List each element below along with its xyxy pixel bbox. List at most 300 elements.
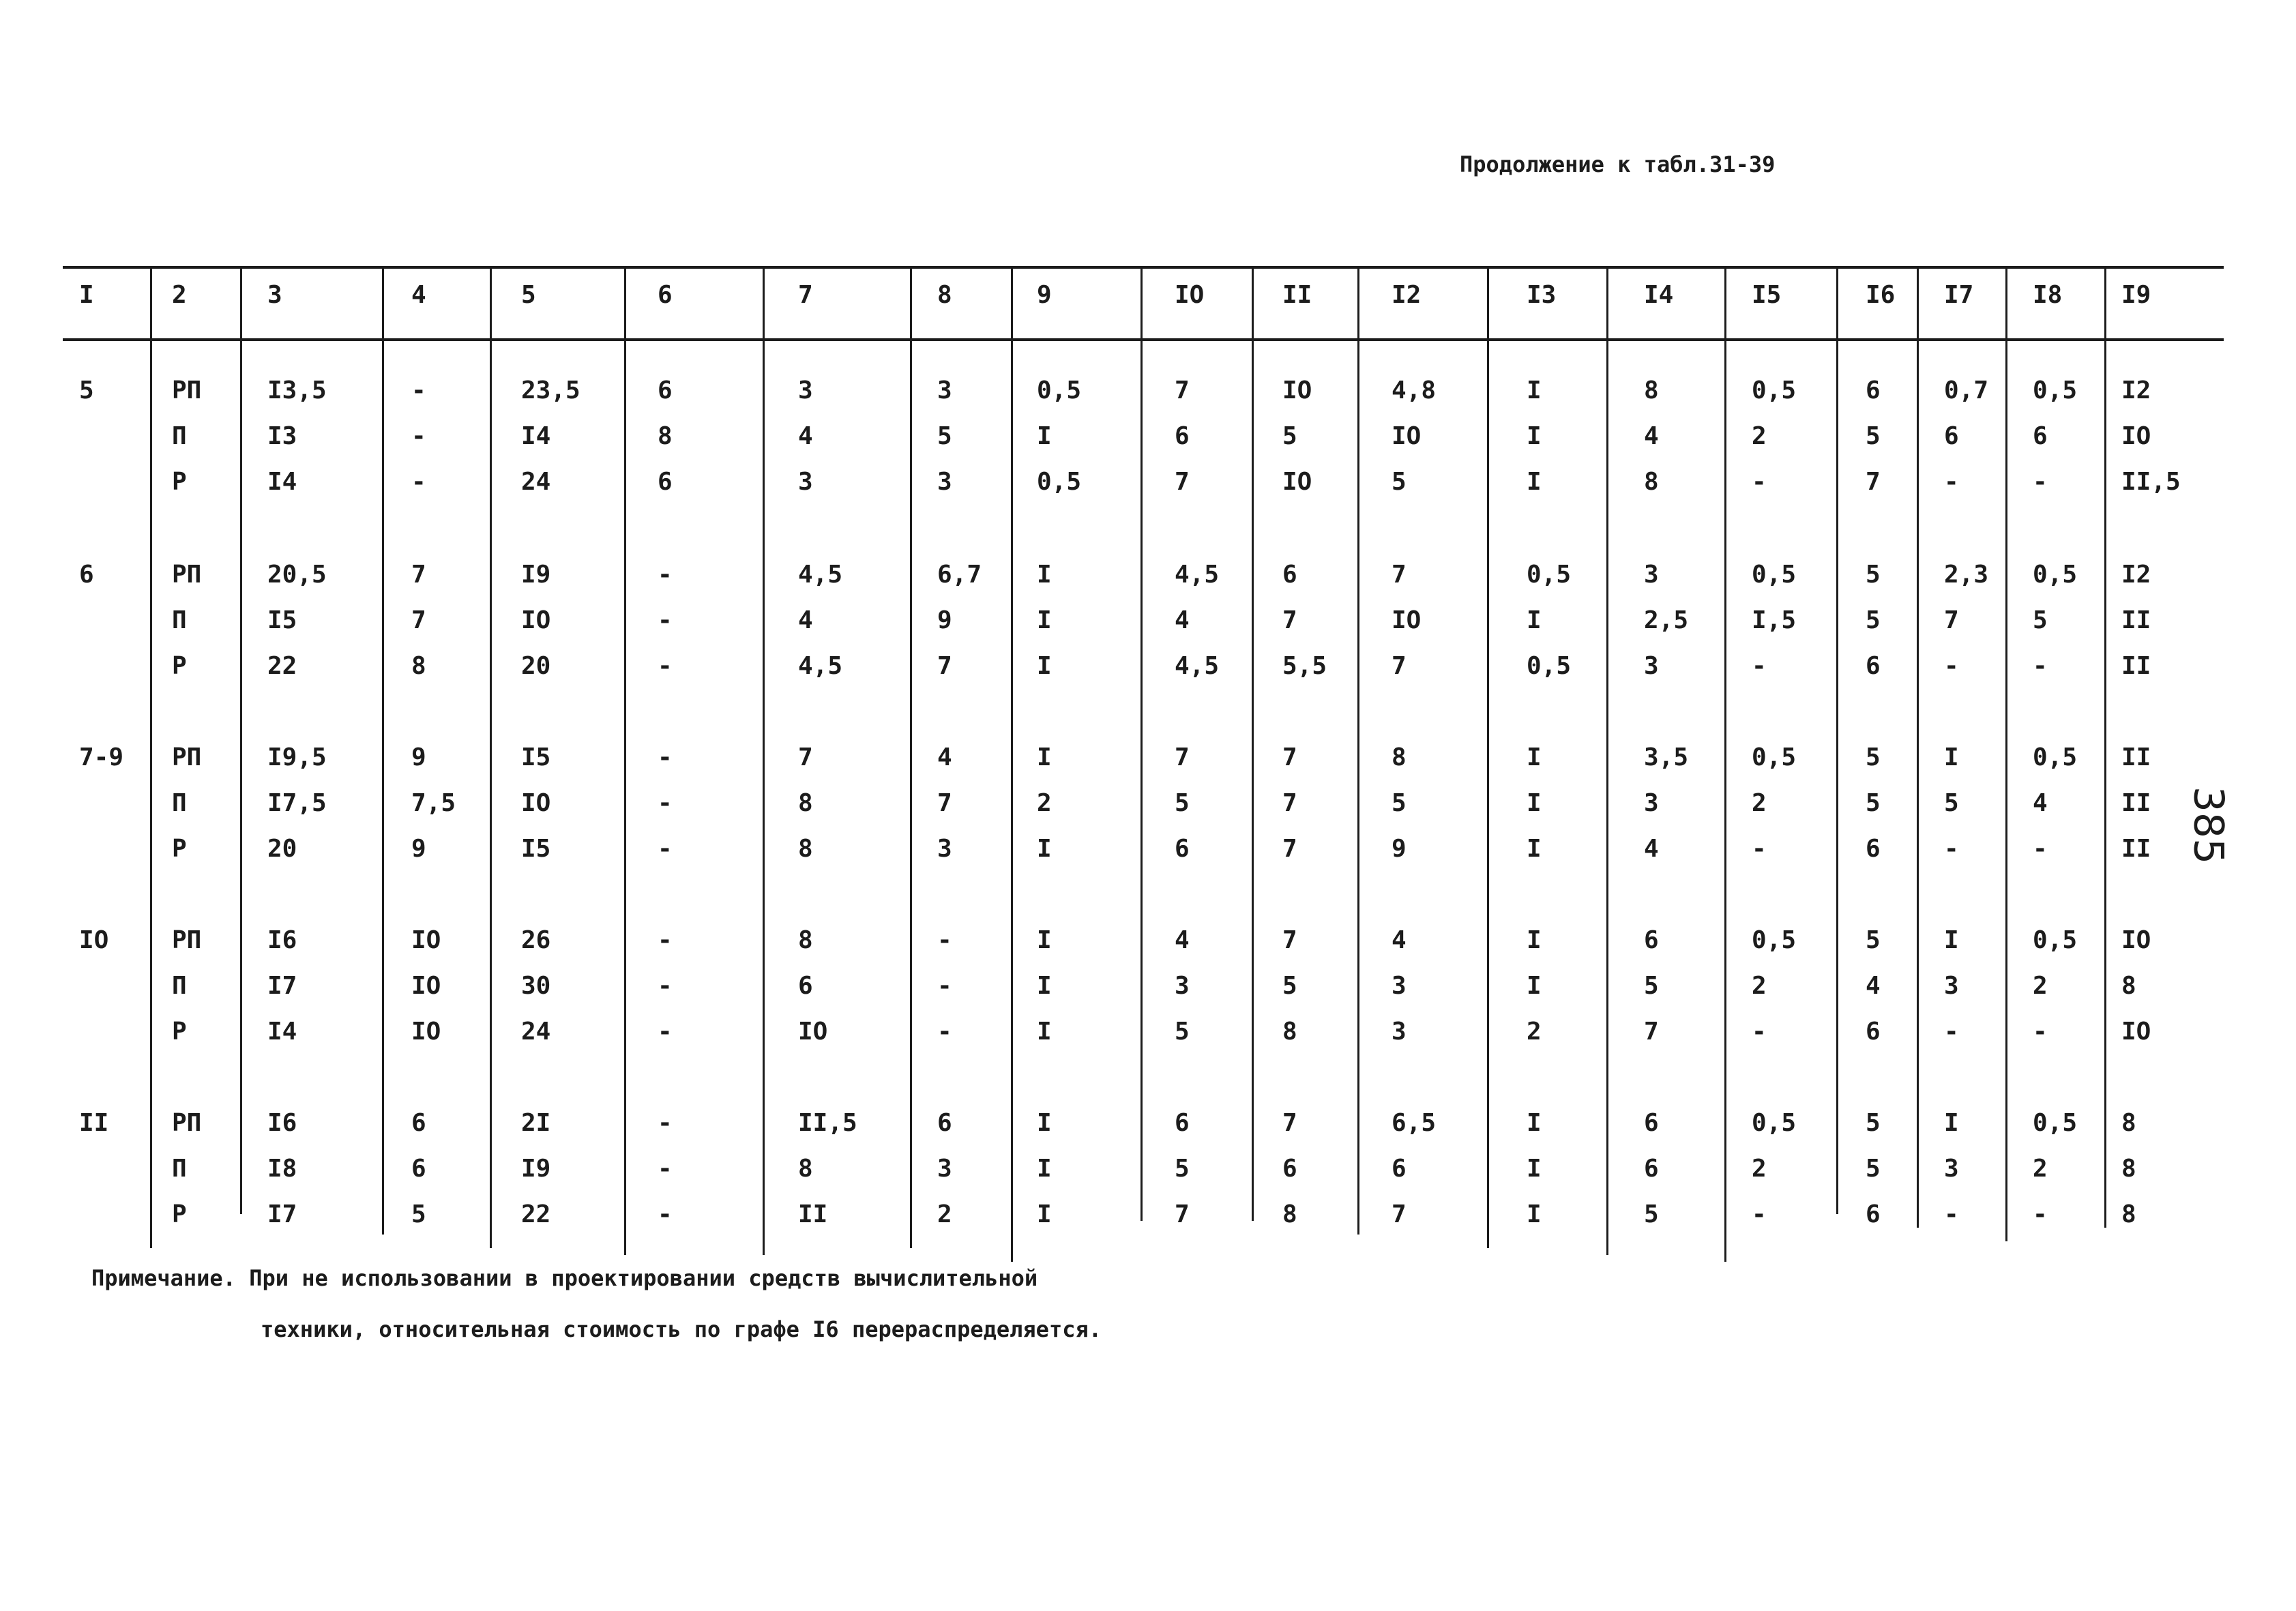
table-cell: -	[2033, 1018, 2048, 1046]
table-cell: I	[1527, 835, 1542, 863]
table-cell: 6	[1866, 652, 1881, 680]
table-cell: 7	[1866, 468, 1881, 496]
table-cell: 2,5	[1644, 606, 1689, 634]
table-cell: 5	[1644, 972, 1659, 1000]
table-cell: 7	[1175, 468, 1190, 496]
table-cell: 0,5	[1752, 1109, 1797, 1137]
table-cell: 7,5	[411, 789, 456, 817]
table-cell: I	[1944, 1109, 1959, 1137]
table-cell: 9	[411, 743, 426, 771]
table-cell: II	[2121, 652, 2151, 680]
table-cell: 0,5	[1752, 561, 1797, 589]
table-cell: П	[172, 972, 187, 1000]
table-cell: I	[1037, 652, 1052, 680]
column-separator	[1252, 267, 1254, 1221]
table-cell: 0,5	[2033, 561, 2078, 589]
table-cell: 7	[411, 561, 426, 589]
table-cell: I	[1527, 1155, 1542, 1183]
table-cell: -	[658, 926, 673, 954]
column-separator	[624, 267, 626, 1255]
table-cell: 6	[658, 376, 673, 404]
table-cell: П	[172, 789, 187, 817]
table-cell: 0,5	[2033, 1109, 2078, 1137]
table-cell: 6	[1644, 1155, 1659, 1183]
table-cell: I,5	[1752, 606, 1797, 634]
table-cell: 7	[1644, 1018, 1659, 1046]
table-cell: 9	[411, 835, 426, 863]
table-cell: -	[658, 1109, 673, 1137]
table-cell: 3	[798, 468, 813, 496]
table-cell: 5	[1866, 422, 1881, 450]
table-cell: 2	[1752, 1155, 1767, 1183]
table-cell: I7	[267, 1200, 297, 1228]
table-cell: 0,7	[1944, 376, 1989, 404]
table-cell: Р	[172, 835, 187, 863]
table-cell: -	[2033, 1200, 2048, 1228]
table-cell: I3,5	[267, 376, 327, 404]
table-cell: -	[658, 789, 673, 817]
table-cell: 5	[1866, 1109, 1881, 1137]
table-cell: 8	[2121, 1155, 2136, 1183]
table-cell: I5	[521, 835, 551, 863]
table-cell: 3	[1644, 652, 1659, 680]
table-cell: 20	[521, 652, 551, 680]
table-cell: 8	[1644, 468, 1659, 496]
table-cell: 2	[2033, 972, 2048, 1000]
table-cell: 4	[1175, 926, 1190, 954]
table-cell: 20,5	[267, 561, 327, 589]
table-cell: 6	[1944, 422, 1959, 450]
table-cell: II	[2121, 743, 2151, 771]
note-line-1: Примечание. При не использовании в проектировании средств вычислительной	[91, 1265, 1038, 1291]
table-cell: Р	[172, 1200, 187, 1228]
table-cell: 5	[1866, 561, 1881, 589]
table-cell: Р	[172, 468, 187, 496]
table-cell: I6	[267, 1109, 297, 1137]
table-cell: 5	[1175, 1155, 1190, 1183]
table-cell: 9	[1392, 835, 1407, 863]
column-separator	[1011, 267, 1013, 1262]
table-cell: 8	[798, 835, 813, 863]
table-cell: -	[1944, 468, 1959, 496]
table-cell: 0,5	[1527, 652, 1572, 680]
column-header: 4	[411, 281, 426, 309]
table-cell: 7	[798, 743, 813, 771]
table-cell: Р	[172, 1018, 187, 1046]
table-cell: -	[658, 1155, 673, 1183]
table-cell: -	[1752, 652, 1767, 680]
table-cell: II	[2121, 835, 2151, 863]
column-separator	[1140, 267, 1143, 1221]
table-cell: 8	[798, 926, 813, 954]
column-header: II	[1282, 281, 1312, 309]
table-cell: 6	[1175, 422, 1190, 450]
table-cell: 2	[1752, 972, 1767, 1000]
column-separator	[490, 267, 492, 1248]
table-cell: I9	[521, 1155, 551, 1183]
table-cell: I9	[521, 561, 551, 589]
table-cell: IO	[798, 1018, 828, 1046]
table-cell: 8	[1392, 743, 1407, 771]
column-header: 6	[658, 281, 673, 309]
group-label: II	[79, 1109, 109, 1137]
table-cell: 8	[1282, 1200, 1297, 1228]
table-cell: IO	[1392, 606, 1422, 634]
column-separator	[1487, 267, 1489, 1248]
table-cell: I2	[2121, 376, 2151, 404]
table-cell: 2I	[521, 1109, 551, 1137]
table-cell: -	[2033, 835, 2048, 863]
table-cell: РП	[172, 926, 202, 954]
table-cell: 7	[1282, 789, 1297, 817]
column-header: I	[79, 281, 94, 309]
table-cell: 0,5	[2033, 743, 2078, 771]
table-cell: 3	[937, 376, 952, 404]
table-cell: 3	[937, 1155, 952, 1183]
column-separator	[382, 267, 384, 1235]
table-cell: 8	[1282, 1018, 1297, 1046]
table-cell: 7	[1392, 561, 1407, 589]
table-cell: 6	[1644, 926, 1659, 954]
table-cell: 6	[2033, 422, 2048, 450]
table-cell: 3	[1175, 972, 1190, 1000]
table-cell: 0,5	[1752, 926, 1797, 954]
table-cell: II	[2121, 789, 2151, 817]
table-cell: РП	[172, 376, 202, 404]
table-cell: -	[658, 743, 673, 771]
table-cell: IO	[1282, 468, 1312, 496]
table-cell: 6	[1866, 376, 1881, 404]
table-cell: 7	[1282, 606, 1297, 634]
table-cell: I	[1037, 606, 1052, 634]
column-separator	[763, 267, 765, 1255]
table-cell: IO	[2121, 1018, 2151, 1046]
table-cell: 8	[2121, 1200, 2136, 1228]
column-header: I4	[1644, 281, 1674, 309]
table-cell: 5	[2033, 606, 2048, 634]
table-cell: 8	[658, 422, 673, 450]
table-cell: I6	[267, 926, 297, 954]
table-cell: 2	[937, 1200, 952, 1228]
table-cell: 5	[1175, 1018, 1190, 1046]
table-cell: I	[1037, 561, 1052, 589]
table-cell: I	[1037, 1109, 1052, 1137]
table-cell: 4,8	[1392, 376, 1437, 404]
table-cell: 24	[521, 1018, 551, 1046]
table-cell: II	[2121, 606, 2151, 634]
column-header: 9	[1037, 281, 1052, 309]
table-cell: 8	[798, 789, 813, 817]
table-cell: -	[658, 652, 673, 680]
table-cell: I5	[267, 606, 297, 634]
table-cell: IO	[521, 789, 551, 817]
table-cell: 6	[1866, 1200, 1881, 1228]
table-cell: 2	[1037, 789, 1052, 817]
table-cell: -	[2033, 468, 2048, 496]
table-cell: 7	[1392, 1200, 1407, 1228]
table-cell: 3	[1944, 1155, 1959, 1183]
table-cell: -	[411, 376, 426, 404]
table-cell: 2	[2033, 1155, 2048, 1183]
column-header: I5	[1752, 281, 1782, 309]
table-cell: I	[1527, 1109, 1542, 1137]
table-cell: 5	[937, 422, 952, 450]
table-cell: I	[1527, 972, 1542, 1000]
table-cell: 7	[1175, 743, 1190, 771]
column-separator	[910, 267, 912, 1248]
table-cell: I7,5	[267, 789, 327, 817]
table-cell: 6	[411, 1109, 426, 1137]
table-cell: 4,5	[798, 561, 843, 589]
table-cell: 7	[1392, 652, 1407, 680]
column-header: 7	[798, 281, 813, 309]
table-cell: I	[1037, 1018, 1052, 1046]
table-cell: П	[172, 422, 187, 450]
table-cell: I	[1037, 835, 1052, 863]
table-cell: 4	[798, 606, 813, 634]
table-cell: -	[2033, 652, 2048, 680]
table-cell: -	[937, 926, 952, 954]
table-cell: 9	[937, 606, 952, 634]
table-cell: 4,5	[1175, 652, 1220, 680]
table-cell: I	[1527, 606, 1542, 634]
table-cell: 5	[1866, 606, 1881, 634]
table-cell: I	[1037, 926, 1052, 954]
table-cell: 5	[1866, 789, 1881, 817]
table-cell: -	[658, 972, 673, 1000]
table-cell: 6	[1282, 1155, 1297, 1183]
column-header: I3	[1527, 281, 1557, 309]
table-cell: 6	[658, 468, 673, 496]
table-cell: 5,5	[1282, 652, 1327, 680]
table-cell: РП	[172, 1109, 202, 1137]
table-cell: 7	[1175, 376, 1190, 404]
table-cell: 4,5	[798, 652, 843, 680]
table-cell: 22	[267, 652, 297, 680]
table-cell: РП	[172, 561, 202, 589]
table-cell: 5	[1282, 972, 1297, 1000]
table-cell: I4	[267, 1018, 297, 1046]
table-cell: -	[937, 1018, 952, 1046]
column-separator	[1606, 267, 1608, 1255]
table-cell: 3	[1944, 972, 1959, 1000]
table-cell: 7	[411, 606, 426, 634]
table-cell: -	[1752, 835, 1767, 863]
table-cell: 4	[1644, 422, 1659, 450]
table-cell: -	[1944, 1200, 1959, 1228]
table-cell: П	[172, 1155, 187, 1183]
table-cell: I	[1037, 1200, 1052, 1228]
table-cell: 5	[1866, 926, 1881, 954]
table-cell: -	[658, 606, 673, 634]
column-separator	[2005, 267, 2007, 1241]
table-cell: 6	[937, 1109, 952, 1137]
table-cell: -	[937, 972, 952, 1000]
table-cell: -	[1944, 835, 1959, 863]
table-cell: IO	[411, 1018, 441, 1046]
page-number: 385	[2184, 786, 2233, 865]
table-cell: I7	[267, 972, 297, 1000]
table-cell: 7	[1282, 926, 1297, 954]
table-cell: 6	[1175, 835, 1190, 863]
column-separator	[240, 267, 242, 1214]
table-cell: -	[1944, 652, 1959, 680]
table-cell: 0,5	[1037, 376, 1082, 404]
table-cell: 6,5	[1392, 1109, 1437, 1137]
group-label: IO	[79, 926, 109, 954]
table-cell: 4	[1644, 835, 1659, 863]
table-cell: 5	[1282, 422, 1297, 450]
table-cell: II,5	[798, 1109, 857, 1137]
table-cell: IO	[411, 926, 441, 954]
table-cell: IO	[521, 606, 551, 634]
table-cell: I	[1037, 743, 1052, 771]
note-line-2: техники, относительная стоимость по графе I6 перераспределяется.	[261, 1316, 1102, 1342]
table-cell: 5	[1644, 1200, 1659, 1228]
table-cell: 3,5	[1644, 743, 1689, 771]
table-cell: 3	[937, 835, 952, 863]
table-cell: I	[1527, 789, 1542, 817]
table-cell: 2	[1752, 422, 1767, 450]
table-cell: I4	[267, 468, 297, 496]
column-header: I8	[2033, 281, 2063, 309]
table-cell: -	[658, 835, 673, 863]
table-cell: IO	[1392, 422, 1422, 450]
table-cell: -	[1752, 1018, 1767, 1046]
table-cell: 5	[411, 1200, 426, 1228]
table-cell: Р	[172, 652, 187, 680]
table-cell: 22	[521, 1200, 551, 1228]
table-cell: 3	[1392, 972, 1407, 1000]
table-cell: I	[1037, 972, 1052, 1000]
table-cell: 4	[1175, 606, 1190, 634]
column-header: I7	[1944, 281, 1974, 309]
table-cell: 7	[1175, 1200, 1190, 1228]
table-cell: 7	[1944, 606, 1959, 634]
table-cell: 6	[1866, 835, 1881, 863]
table-cell: 7	[937, 652, 952, 680]
table-cell: -	[411, 468, 426, 496]
group-label: 7-9	[79, 743, 124, 771]
table-cell: 4	[1866, 972, 1881, 1000]
table-cell: 5	[1944, 789, 1959, 817]
table-cell: I	[1944, 743, 1959, 771]
table-cell: IO	[1282, 376, 1312, 404]
column-header: 8	[937, 281, 952, 309]
table-cell: 2	[1752, 789, 1767, 817]
table-cell: 6	[1175, 1109, 1190, 1137]
column-header: I9	[2121, 281, 2151, 309]
column-separator	[150, 267, 152, 1248]
table-cell: I	[1527, 1200, 1542, 1228]
table-cell: 20	[267, 835, 297, 863]
header-bottom-rule	[63, 338, 2224, 341]
table-cell: 2,3	[1944, 561, 1989, 589]
column-separator	[1917, 267, 1919, 1228]
table-cell: 3	[798, 376, 813, 404]
table-cell: -	[1752, 1200, 1767, 1228]
table-cell: I	[1527, 926, 1542, 954]
table-cell: 0,5	[1752, 743, 1797, 771]
table-cell: 6,7	[937, 561, 982, 589]
table-cell: I	[1037, 422, 1052, 450]
column-separator	[1357, 267, 1359, 1235]
table-cell: 0,5	[2033, 376, 2078, 404]
header-top-rule	[63, 266, 2224, 269]
table-cell: 5	[1866, 1155, 1881, 1183]
table-cell: 26	[521, 926, 551, 954]
table-cell: 7	[1282, 743, 1297, 771]
table-cell: 2	[1527, 1018, 1542, 1046]
table-cell: 0,5	[1527, 561, 1572, 589]
column-separator	[1724, 267, 1726, 1262]
table-cell: -	[1944, 1018, 1959, 1046]
column-header: 3	[267, 281, 282, 309]
table-cell: I9,5	[267, 743, 327, 771]
table-cell: 8	[411, 652, 426, 680]
table-cell: 3	[937, 468, 952, 496]
table-cell: 8	[798, 1155, 813, 1183]
table-cell: 23,5	[521, 376, 580, 404]
table-cell: П	[172, 606, 187, 634]
table-cell: IO	[2121, 422, 2151, 450]
table-cell: 7	[1282, 835, 1297, 863]
column-header: IO	[1175, 281, 1205, 309]
group-label: 6	[79, 561, 94, 589]
table-cell: 7	[937, 789, 952, 817]
column-header: I6	[1866, 281, 1896, 309]
table-cell: I	[1527, 743, 1542, 771]
table-cell: 4	[1392, 926, 1407, 954]
column-header: 5	[521, 281, 536, 309]
column-header: I2	[1392, 281, 1422, 309]
table-cell: I	[1944, 926, 1959, 954]
table-cell: 6	[1644, 1109, 1659, 1137]
table-cell: I	[1527, 422, 1542, 450]
table-cell: I2	[2121, 561, 2151, 589]
table-cell: IO	[411, 972, 441, 1000]
table-cell: II,5	[2121, 468, 2181, 496]
table-cell: 0,5	[1752, 376, 1797, 404]
table-cell: 8	[1644, 376, 1659, 404]
table-cell: 5	[1392, 468, 1407, 496]
table-cell: 6	[1866, 1018, 1881, 1046]
table-cell: -	[658, 561, 673, 589]
table-cell: 0,5	[2033, 926, 2078, 954]
table-cell: 5	[1866, 743, 1881, 771]
table-cell: I8	[267, 1155, 297, 1183]
table-cell: 3	[1392, 1018, 1407, 1046]
table-cell: I	[1037, 1155, 1052, 1183]
table-cell: -	[658, 1200, 673, 1228]
table-cell: -	[411, 422, 426, 450]
table-cell: 3	[1644, 561, 1659, 589]
table-cell: 6	[1282, 561, 1297, 589]
table-continuation-title: Продолжение к табл.31-39	[1460, 151, 1776, 177]
table-cell: 6	[1392, 1155, 1407, 1183]
group-label: 5	[79, 376, 94, 404]
table-cell: -	[1752, 468, 1767, 496]
table-cell: I	[1527, 376, 1542, 404]
column-header: 2	[172, 281, 187, 309]
table-cell: 4	[798, 422, 813, 450]
column-separator	[1836, 267, 1838, 1214]
table-cell: РП	[172, 743, 202, 771]
table-cell: II	[798, 1200, 828, 1228]
table-cell: 5	[1392, 789, 1407, 817]
table-cell: 7	[1282, 1109, 1297, 1137]
table-cell: 5	[1175, 789, 1190, 817]
